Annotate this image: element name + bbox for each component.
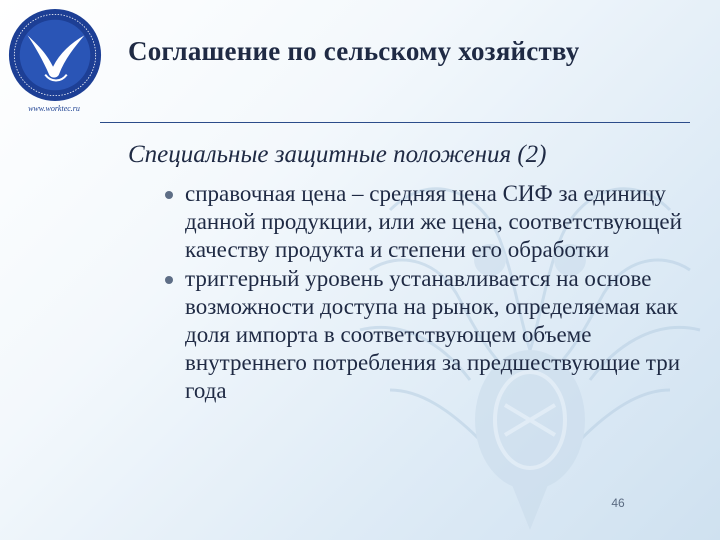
logo-url-text: www.worktec.ru <box>28 104 80 113</box>
list-item <box>185 180 685 264</box>
list-item-text: триггерный уровень устанавливается на основе возможности доступа на рынок, определяемая как доля импорта в соответствующем объеме внутреннего потребления за предшествующие три года <box>185 266 681 403</box>
section-subtitle: Специальные защитные положения (2) <box>128 141 547 168</box>
bullet-dot-icon <box>165 276 173 284</box>
header-divider <box>100 122 690 123</box>
bullet-dot-icon <box>165 191 173 199</box>
bird-globe-logo-icon <box>6 6 104 104</box>
bullet-list <box>185 180 685 405</box>
page-number: 46 <box>611 496 625 510</box>
list-item <box>185 265 685 405</box>
page-title: Соглашение по сельскому хозяйству <box>128 36 580 66</box>
list-item-text: справочная цена – средняя цена СИФ за единицу данной продукции, или же цена, соответствующей качеству продукта и степени его обработки <box>185 181 682 262</box>
